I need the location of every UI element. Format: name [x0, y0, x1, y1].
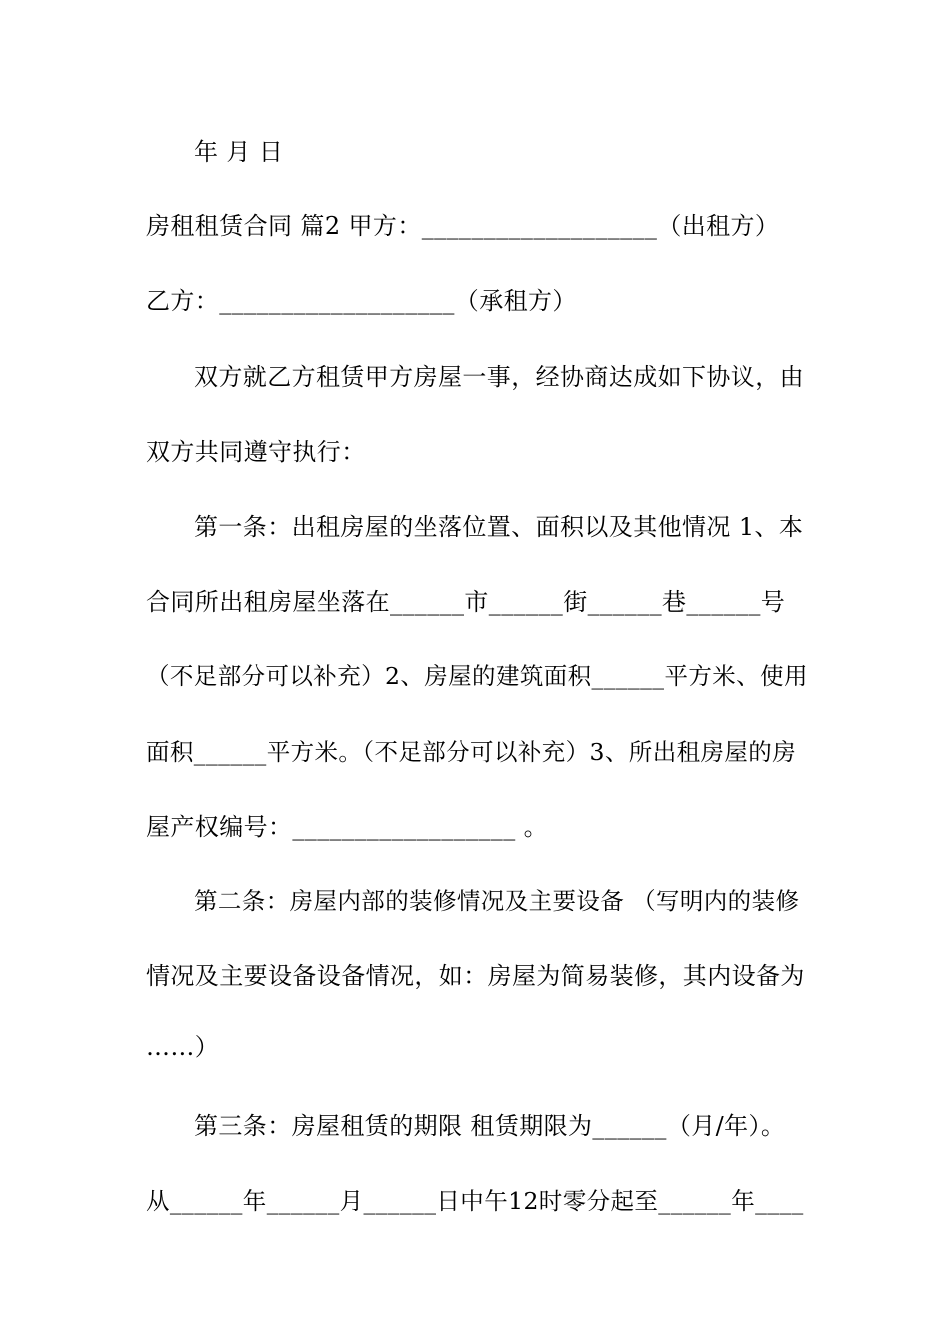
article-1-line-5: 屋产权编号：__________________ 。 [146, 813, 549, 841]
article-1-line-2: 合同所出租房屋坐落在______市______街______巷______号 [146, 588, 786, 616]
article-1-line-4: 面积______平方米。（不足部分可以补充）3、所出租房屋的房 [146, 738, 797, 766]
title-party-a-line: 房租租赁合同 篇2 甲方：___________________（出租方） [146, 212, 780, 240]
article-3-line-2: 从______年______月______日中午12时零分起至______年____ [146, 1187, 804, 1215]
article-2-line-1: 第二条：房屋内部的装修情况及主要设备 （写明内的装修 [194, 887, 800, 915]
intro-paragraph-line-1: 双方就乙方租赁甲方房屋一事，经协商达成如下协议，由 [194, 363, 804, 391]
date-line: 年 月 日 [194, 138, 284, 166]
article-2-line-2: 情况及主要设备设备情况，如：房屋为简易装修，其内设备为 [146, 962, 805, 990]
article-1-line-3: （不足部分可以补充）2、房屋的建筑面积______平方米、使用 [146, 662, 808, 690]
article-2-line-3: ……） [146, 1033, 220, 1061]
article-1-line-1: 第一条：出租房屋的坐落位置、面积以及其他情况 1、本 [194, 513, 804, 541]
article-3-line-1: 第三条：房屋租赁的期限 租赁期限为______（月/年）。 [194, 1112, 786, 1140]
party-b-line: 乙方：___________________（承租方） [146, 287, 577, 315]
intro-paragraph-line-2: 双方共同遵守执行： [146, 438, 366, 466]
